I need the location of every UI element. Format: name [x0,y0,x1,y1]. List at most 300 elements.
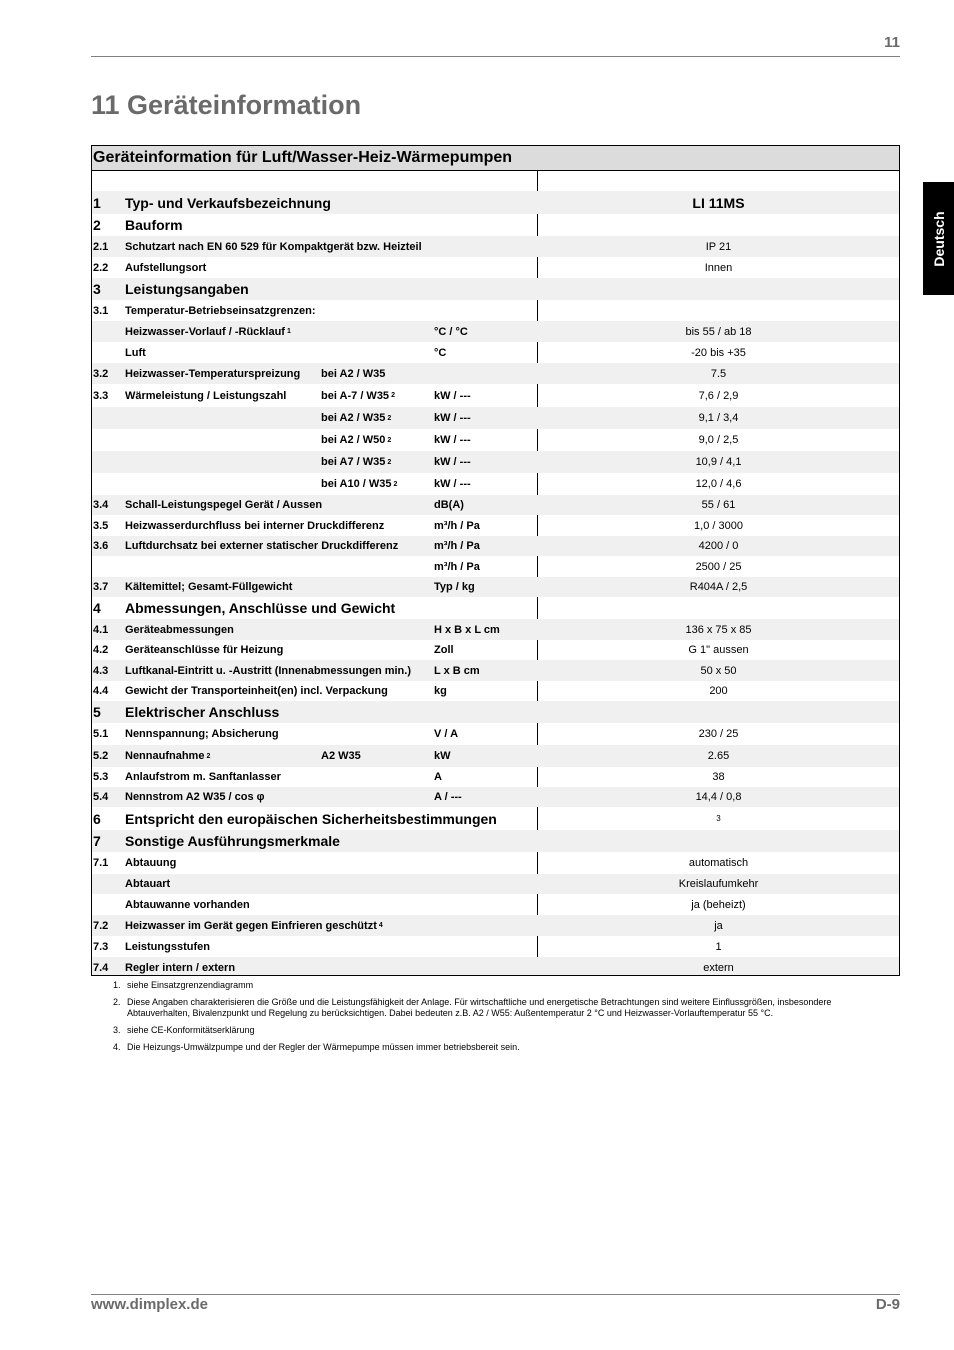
row-condition-text: bei A2 / W35 [321,367,386,380]
row-value [538,915,899,936]
table-row [92,957,899,976]
row-description [125,384,286,407]
row-description [125,936,210,957]
row-value [538,745,899,767]
row-unit-text: m³/h / Pa [434,540,480,552]
row-unit-text: H x B x L cm [434,623,500,636]
table-row [92,852,899,874]
footnote-ref: 1 [286,328,291,335]
row-number-text: 5.1 [93,728,109,740]
row-value-text: 7.5 [710,367,727,380]
row-value [538,787,899,807]
row-description-text: Anlaufstrom m. Sanftanlasser [125,771,281,783]
row-value-text: 1 [715,940,722,953]
table-row [92,342,899,363]
row-unit [434,473,471,495]
row-value-text: 4200 / 0 [698,540,739,552]
row-number-text: 3.1 [93,304,109,317]
row-description [125,807,497,830]
row-description [125,767,281,787]
language-tab-label: Deutsch [930,210,947,267]
row-number [93,660,108,681]
row-description-text: Abtauwanne vorhanden [125,898,250,911]
row-number-text: 4.2 [93,644,109,656]
row-description [125,852,176,874]
table-row [92,915,899,936]
row-number [93,363,108,384]
row-value-text: Kreislaufumkehr [678,878,759,890]
row-description-text: Schall-Leistungspegel Gerät / Aussen [125,499,323,511]
row-value-text: 9,1 / 3,4 [698,412,739,424]
row-number-text: 7.3 [93,940,109,953]
row-description-text: Temperatur-Betriebseinsatzgrenzen: [125,304,316,317]
row-unit-text: A / --- [434,791,462,803]
table-row [92,214,899,236]
row-description-text: Luft [125,346,146,359]
row-value-text: LI 11MS [692,194,745,211]
row-value-text: G 1" aussen [688,644,749,656]
device-info-table [91,145,900,976]
table-row [92,429,899,451]
table-row [92,556,899,577]
row-description-text: Abtauung [125,857,177,869]
table-row [92,300,899,321]
footnote-text: siehe Einsatzgrenzendiagramm [127,980,254,990]
row-value-text: ja [714,919,723,932]
row-number [93,536,108,556]
row-value [538,321,899,342]
row-condition [321,407,391,429]
table-row [92,681,899,701]
row-value [538,640,899,660]
row-description [125,723,279,745]
row-unit-text: Zoll [434,644,454,656]
row-description [125,745,210,767]
row-description [125,257,206,278]
row-value [538,681,899,701]
row-value-text: 9,0 / 2,5 [698,434,739,446]
row-condition [321,384,395,407]
row-description [125,597,395,619]
row-description [125,536,398,556]
row-number-text: 7.1 [93,857,109,869]
top-rule [91,56,900,57]
row-description-text: Regler intern / extern [125,961,236,974]
row-value-text: bis 55 / ab 18 [685,325,752,338]
row-number-text: 3 [93,281,101,297]
row-description [125,191,331,214]
row-value [538,495,899,515]
row-value-text: 14,4 / 0,8 [695,791,742,803]
table-row [92,577,899,597]
row-value [538,894,899,915]
table-row [92,640,899,660]
row-value [538,407,899,429]
row-value-text: extern [703,961,734,974]
row-value-text: 3 [716,814,721,823]
row-unit [434,723,458,745]
footnote [113,997,893,1019]
row-value-text: 1,0 / 3000 [694,519,743,532]
row-description [125,787,265,807]
table-row [92,894,899,915]
row-description-text: Heizwasser-Temperaturspreizung [125,367,301,380]
footnote-number: 2. [113,997,121,1007]
table-row [92,257,899,278]
row-description-text: Kältemittel; Gesamt-Füllgewicht [125,581,293,593]
row-number-text: 2 [93,217,101,233]
footnotes [113,980,893,1059]
row-unit [434,556,480,577]
row-value [538,936,899,957]
row-number-text: 5.2 [93,750,109,762]
row-number [93,577,108,597]
row-number [93,807,101,830]
row-unit [434,745,451,767]
row-description-text: Geräteanschlüsse für Heizung [125,644,284,656]
row-number-text: 5 [93,704,101,720]
row-description-text: Leistungsstufen [125,940,210,953]
row-number [93,830,101,852]
row-description [125,363,300,384]
table-row [92,536,899,556]
row-value-text: R404A / 2,5 [689,581,748,593]
row-unit-text: °C / °C [434,325,468,338]
row-number-text: 2.2 [93,261,109,274]
footnote-number: 1. [113,980,121,990]
row-description-text: Elektrischer Anschluss [125,704,280,720]
row-value [538,874,899,894]
row-condition [321,451,391,473]
footnote [113,1042,893,1053]
row-value-text: 38 [712,771,725,783]
row-value [538,473,899,495]
row-condition [321,745,361,767]
row-description-text: Sonstige Ausführungsmerkmale [125,833,340,849]
row-condition-text: bei A2 / W50 [321,434,386,446]
row-number [93,597,101,619]
row-unit [434,681,447,701]
row-number [93,257,108,278]
row-description [125,321,291,342]
row-description [125,214,183,236]
row-value-text: 136 x 75 x 85 [685,623,752,636]
row-condition-text: bei A7 / W35 [321,456,386,468]
table-row [92,407,899,429]
row-condition-text: bei A-7 / W35 [321,389,390,402]
row-description-text: Geräteabmessungen [125,623,234,636]
table-row [92,619,899,640]
row-unit [434,451,471,473]
row-unit [434,342,446,363]
row-number-text: 3.3 [93,389,109,402]
row-condition [321,363,385,384]
row-unit [434,429,471,451]
row-number-text: 3.2 [93,367,109,380]
row-unit-text: kW / --- [434,434,471,446]
row-value [538,429,899,451]
row-description [125,830,340,852]
row-value [538,619,899,640]
row-value-text: 10,9 / 4,1 [695,456,742,468]
footnote-ref: 2 [387,436,392,444]
row-value-text: ja (beheizt) [691,898,746,911]
row-value-text: 55 / 61 [701,499,736,511]
row-number-text: 5.4 [93,791,109,803]
row-description [125,957,235,976]
row-number-text: 3.6 [93,540,109,552]
row-description [125,342,146,363]
table-row [92,384,899,407]
row-number [93,701,101,723]
row-number-text: 7.2 [93,919,109,932]
row-number [93,619,108,640]
table-row [92,767,899,787]
footnote-ref: 2 [393,480,398,488]
row-value [538,451,899,473]
row-value [538,577,899,597]
row-unit [434,640,454,660]
row-value [538,342,899,363]
row-unit-text: kW / --- [434,389,471,402]
row-number [93,915,108,936]
row-number [93,957,108,976]
row-number-text: 4.4 [93,685,109,697]
row-value [538,191,899,214]
row-description [125,874,170,894]
table-row [92,597,899,619]
row-value-text: 2500 / 25 [695,560,742,573]
row-unit [434,536,480,556]
row-condition-text: A2 W35 [321,750,361,762]
row-value-text: Innen [704,261,733,274]
row-number-text: 3.4 [93,499,109,511]
row-number [93,787,108,807]
row-unit [434,321,468,342]
row-condition-text: bei A2 / W35 [321,412,386,424]
row-number [93,214,101,236]
row-description [125,495,322,515]
row-unit [434,495,464,515]
row-unit [434,619,500,640]
footnote [113,980,893,991]
row-description-text: Heizwasserdurchfluss bei interner Druckdifferenz [125,519,385,532]
footnote-ref: 2 [206,752,211,760]
footer-page-label: D-9 [875,1296,900,1313]
row-number-text: 6 [93,810,101,827]
row-number-text: 4.3 [93,664,109,677]
row-number-text: 2.1 [93,240,109,253]
row-unit-text: kW / --- [434,478,471,490]
row-description [125,236,422,257]
row-number-text: 4 [93,600,101,616]
row-number [93,767,108,787]
row-description-text: Entspricht den europäischen Sicherheitsbestimmungen [125,810,497,827]
footnote-number: 4. [113,1042,121,1052]
row-unit [434,660,480,681]
row-description-text: Abmessungen, Anschlüsse und Gewicht [125,600,396,616]
row-number-text: 4.1 [93,623,109,636]
footnote-text: Die Heizungs-Umwälzpumpe und der Regler der Wärmepumpe müssen immer betriebsbereit sein. [127,1042,520,1052]
table-row [92,723,899,745]
row-description-text: Nennstrom A2 W35 / cos φ [125,791,265,803]
row-description-text: Bauform [125,217,183,233]
row-value-text: -20 bis +35 [691,346,746,359]
footnote [113,1025,893,1036]
row-description [125,660,411,681]
row-number-text: 3.5 [93,519,109,532]
footnote-ref: 4 [378,922,383,929]
row-description [125,278,249,300]
table-row [92,451,899,473]
row-number [93,852,108,874]
bottom-rule [91,1294,900,1295]
row-value [538,852,899,874]
table-row [92,191,899,214]
row-number-text: 7 [93,833,101,849]
row-description-text: Nennaufnahme [125,750,205,762]
chapter-title: 11 Geräteinformation [91,90,362,120]
row-unit-text: L x B cm [434,664,480,677]
footnote-number: 3. [113,1025,121,1035]
row-unit-text: m³/h / Pa [434,519,480,532]
row-condition [321,473,397,495]
row-unit-text: m³/h / Pa [434,560,480,573]
row-unit [434,787,462,807]
row-number [93,723,108,745]
row-description-text: Luftdurchsatz bei externer statischer Druckdifferenz [125,540,399,552]
row-number [93,681,108,701]
row-description-text: Nennspannung; Absicherung [125,728,279,740]
row-unit-text: Typ / kg [434,581,475,593]
table-row [92,363,899,384]
row-value-text: 50 x 50 [700,664,737,677]
row-number [93,936,108,957]
row-value [538,363,899,384]
table-title: Geräteinformation für Luft/Wasser-Heiz-Wärmepumpen [92,146,899,171]
row-number [93,745,108,767]
row-number [93,191,101,214]
table-row [92,874,899,894]
table-row [92,660,899,681]
row-value-text: 200 [709,685,728,697]
row-description [125,681,388,701]
row-value-text: 230 / 25 [698,728,739,740]
table-row [92,236,899,257]
row-unit [434,384,471,407]
row-value [538,660,899,681]
table-row [92,701,899,723]
language-tab [923,182,954,295]
row-unit-text: A [434,771,442,783]
table-row [92,830,899,852]
table-row [92,807,899,830]
row-description-text: Gewicht der Transporteinheit(en) incl. Verpackung [125,685,388,697]
row-number [93,278,101,300]
row-description-text: Aufstellungsort [125,261,207,274]
row-value-text: 7,6 / 2,9 [698,389,739,402]
row-unit-text: dB(A) [434,499,464,511]
footnote-text: Diese Angaben charakterisieren die Größe und die Leistungsfähigkeit der Anlage. Für wirtschaftliche und energetische Betrachtungen sind weitere Einflussgrößen, insbesondere Abtauverhalten, Bivalenzpunkt und Regelung zu berücksichtigen. Dabei bedeuten z.B. A2 / W55: Außentemperatur 2 °C und Heizwasser-Vorlauftemperatur 55 °C. [127,997,832,1018]
row-value-text: IP 21 [705,240,732,253]
row-description [125,515,384,536]
row-unit [434,515,480,536]
row-description-text: Leistungsangaben [125,281,249,297]
row-description-text: Heizwasser-Vorlauf / -Rücklauf [125,325,285,338]
row-value-text: automatisch [688,857,749,869]
row-value [538,384,899,407]
row-value-text: 2.65 [707,750,730,762]
row-number [93,640,108,660]
row-value [538,257,899,278]
row-number [93,495,108,515]
row-number-text: 3.7 [93,581,109,593]
row-description-text: Abtauart [125,878,171,890]
row-number [93,384,108,407]
table-row [92,321,899,342]
row-value [538,723,899,745]
row-unit-text: kW / --- [434,456,471,468]
row-condition [321,429,391,451]
row-number [93,300,108,321]
row-unit [434,407,471,429]
table-row [92,278,899,300]
row-description [125,640,283,660]
table-row [92,473,899,495]
row-unit-text: kg [434,685,447,697]
footer-website: www.dimplex.de [91,1296,208,1313]
row-number [93,236,108,257]
row-value [538,957,899,976]
footnote-ref: 2 [391,392,395,399]
row-description-text: Luftkanal-Eintritt u. -Austritt (Innenabmessungen min.) [125,664,411,677]
row-description-text: Heizwasser im Gerät gegen Einfrieren geschützt [125,919,377,932]
row-number-text: 1 [93,194,101,211]
row-unit-text: kW [434,750,451,762]
row-description-text: Typ- und Verkaufsbezeichnung [125,194,331,211]
table-row [92,936,899,957]
table-row [92,495,899,515]
row-unit-text: kW / --- [434,412,471,424]
row-unit [434,577,475,597]
row-value [538,767,899,787]
row-unit [434,767,442,787]
row-description [125,915,383,936]
row-value-text: 12,0 / 4,6 [695,478,742,490]
row-unit-text: °C [434,346,447,359]
row-value [538,556,899,577]
row-description [125,619,234,640]
row-value [538,536,899,556]
table-row [92,787,899,807]
footnote-ref: 2 [387,414,392,422]
page-number: 11 [884,34,900,51]
row-description [125,300,316,321]
footnote-text: siehe CE-Konformitätserklärung [127,1025,255,1035]
row-number-text: 5.3 [93,771,109,783]
row-description [125,894,250,915]
row-condition-text: bei A10 / W35 [321,478,392,490]
row-description-text: Schutzart nach EN 60 529 für Kompaktgerät bzw. Heizteil [125,240,422,253]
row-number-text: 7.4 [93,961,109,974]
footnote-ref: 2 [387,458,392,466]
row-number [93,515,108,536]
row-description [125,577,292,597]
row-value [538,807,899,830]
row-unit-text: V / A [434,728,459,740]
table-row [92,745,899,767]
row-value [538,515,899,536]
